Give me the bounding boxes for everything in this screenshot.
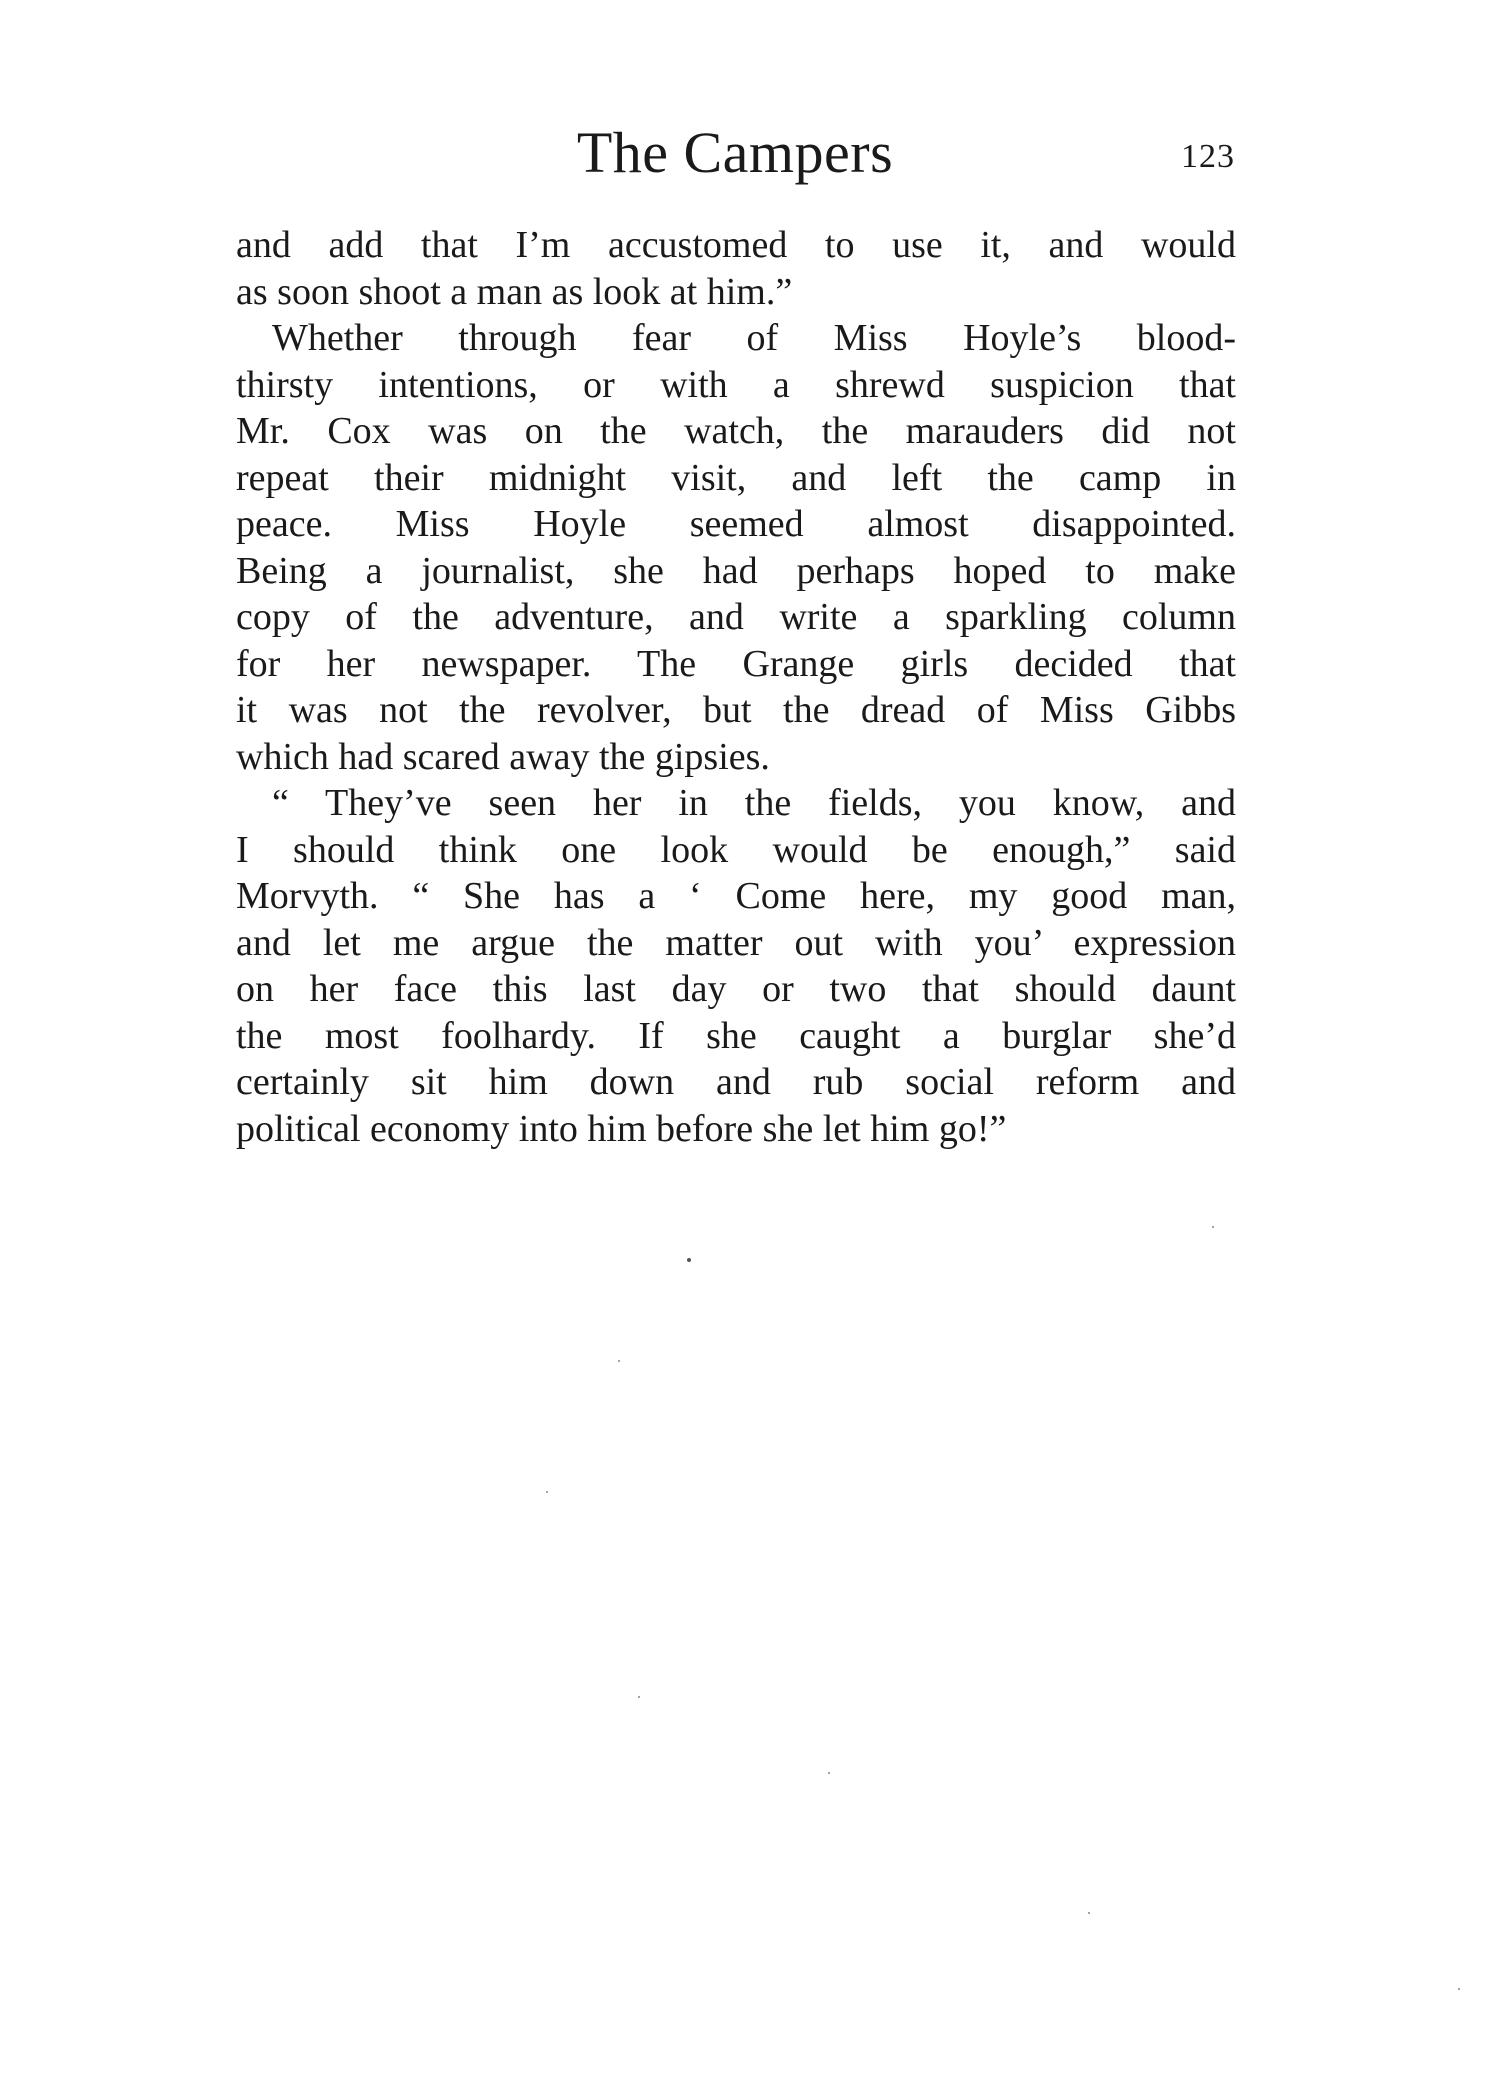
text-line: political economy into him before she let him go!” [236, 1107, 1007, 1150]
scan-speck [1458, 1988, 1460, 1990]
scan-speck [1212, 1226, 1214, 1228]
text-line: peace. Miss Hoyle seemed almost disappointed. [236, 503, 1236, 545]
running-head [235, 118, 1235, 188]
text-line: on her face this last day or two that should daunt [236, 968, 1236, 1010]
text-line: repeat their midnight visit, and left the camp in [236, 456, 1236, 499]
scan-speck [638, 1696, 640, 1698]
text-line: Mr. Cox was on the watch, the marauders did not [236, 410, 1236, 452]
page-number: 123 [1181, 138, 1235, 175]
scan-speck [687, 1258, 691, 1262]
text-line: the most foolhardy. If she caught a burglar she’d [236, 1014, 1236, 1057]
text-line: for her newspaper. The Grange girls decided that [236, 642, 1236, 685]
scan-speck [546, 1491, 548, 1493]
body-text [236, 222, 1236, 1152]
text-line: and let me argue the matter out with you’ expression [236, 921, 1236, 964]
text-line: I should think one look would be enough,” said [236, 828, 1236, 871]
text-line: “ They’ve seen her in the fields, you know, and [272, 782, 1236, 824]
scan-speck [618, 1360, 620, 1362]
text-line: it was not the revolver, but the dread of Miss Gibbs [236, 689, 1236, 731]
text-line: Morvyth. “ She has a ‘ Come here, my good man, [236, 875, 1236, 917]
running-title: The Campers [576, 120, 894, 185]
text-line: and add that I’m accustomed to use it, and would [236, 224, 1236, 266]
text-line: Being a journalist, she had perhaps hoped to make [236, 549, 1236, 592]
text-line: certainly sit him down and rub social reform and [236, 1061, 1236, 1103]
text-line: Whether through fear of Miss Hoyle’s blood- [272, 317, 1236, 359]
text-line: as soon shoot a man as look at him.” [236, 270, 793, 313]
text-line: copy of the adventure, and write a sparkling column [236, 596, 1236, 638]
text-line: which had scared away the gipsies. [236, 735, 770, 778]
scan-speck [828, 1772, 830, 1774]
text-line: thirsty intentions, or with a shrewd suspicion that [236, 363, 1236, 406]
scan-speck [1088, 1912, 1090, 1914]
